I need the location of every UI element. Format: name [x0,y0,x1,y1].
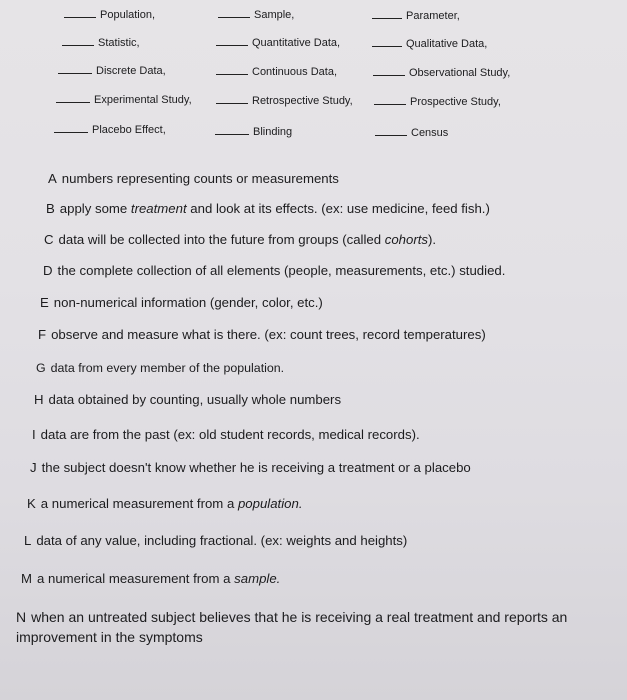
term-label: Sample, [254,9,295,21]
term-blinding [215,126,292,138]
answer-blank[interactable] [216,74,248,75]
definition-i [32,427,420,442]
term-label: Qualitative Data, [406,38,488,50]
definition-n [16,607,616,647]
term-continuous-data [216,66,337,78]
definition-text: numbers representing counts or measurements [61,171,339,186]
definition-letter: M [21,571,32,586]
answer-blank[interactable] [215,134,249,135]
definition-l [24,533,407,548]
definition-b [46,201,490,216]
definition-text: apply some [59,201,131,216]
term-statistic [62,37,140,49]
definition-a [48,171,339,186]
term-experimental-study [56,94,192,106]
definition-text: non-numerical information (gender, color, etc.) [53,295,323,310]
term-label: Census [411,127,449,139]
answer-blank[interactable] [62,45,94,46]
definition-letter: E [40,295,49,310]
definition-letter: F [38,327,47,342]
answer-blank[interactable] [372,18,402,19]
answer-blank[interactable] [216,45,248,46]
definition-j [30,460,471,475]
term-prospective-study [374,96,501,108]
term-label: Experimental Study, [94,94,192,106]
term-label: Blinding [253,126,293,138]
definition-text: data obtained by counting, usually whole numbers [48,392,342,407]
definition-m [21,571,280,586]
definition-text: when an untreated subject believes that he is receiving a real treatment and reports an improvement in the symptoms [16,609,568,645]
term-label: Continuous Data, [252,66,337,78]
term-qualitative-data [372,38,487,50]
term-discrete-data [58,65,166,77]
definition-letter: J [30,460,37,475]
answer-blank[interactable] [56,102,90,103]
definition-emphasis: sample. [234,571,281,586]
term-sample [218,9,294,21]
definition-text: data of any value, including fractional. (ex: weights and heights) [36,533,408,548]
answer-blank[interactable] [218,17,250,18]
definition-letter: L [24,533,32,548]
term-retrospective-study [216,95,353,107]
definition-c [44,232,436,247]
term-label: Placebo Effect, [92,124,166,136]
definition-text: data will be collected into the future from groups (called [58,232,385,247]
term-observational-study [373,67,510,79]
definition-e [40,295,323,310]
definition-text: a numerical measurement from a [40,496,238,511]
term-placebo-effect [54,124,166,136]
answer-blank[interactable] [64,17,96,18]
answer-blank[interactable] [216,103,248,104]
definition-emphasis: population. [237,496,303,511]
definition-f [38,327,486,342]
definition-emphasis: treatment [130,201,187,216]
definition-text: observe and measure what is there. (ex: count trees, record temperatures) [51,327,486,342]
definition-d [43,263,505,278]
answer-blank[interactable] [374,104,406,105]
term-quantitative-data [216,37,340,49]
term-population [64,9,155,21]
definition-text: data from every member of the population. [50,361,285,375]
answer-blank[interactable] [58,73,92,74]
term-label: Discrete Data, [96,65,166,77]
term-label: Parameter, [406,10,460,22]
term-census [375,127,448,139]
definition-text: data are from the past (ex: old student records, medical records). [40,427,420,442]
definition-letter: H [34,392,44,407]
term-label: Quantitative Data, [252,37,341,49]
definition-letter: C [44,232,54,247]
definition-letter: I [32,427,36,442]
term-label: Statistic, [98,37,140,49]
answer-blank[interactable] [54,132,88,133]
definition-g [36,361,284,375]
definition-text-end: and look at its effects. (ex: use medicine, feed fish.) [186,201,490,216]
term-label: Prospective Study, [410,96,501,108]
definition-h [34,392,341,407]
definition-letter: N [16,609,27,625]
definition-letter: B [46,201,55,216]
term-label: Population, [100,9,156,21]
definition-k [27,496,302,511]
definition-text: the complete collection of all elements (people, measurements, etc.) studied. [57,263,506,278]
definition-letter: D [43,263,53,278]
definition-letter: A [48,171,57,186]
definition-letter: K [27,496,36,511]
term-parameter [372,10,460,22]
answer-blank[interactable] [375,135,407,136]
definition-text-end: ). [427,232,437,247]
definition-text: a numerical measurement from a [37,571,235,586]
definition-emphasis: cohorts [384,232,428,247]
answer-blank[interactable] [373,75,405,76]
term-label: Retrospective Study, [252,95,353,107]
definition-text: the subject doesn't know whether he is receiving a treatment or a placebo [41,460,471,475]
answer-blank[interactable] [372,46,402,47]
term-label: Observational Study, [409,67,511,79]
definition-letter: G [36,361,46,375]
